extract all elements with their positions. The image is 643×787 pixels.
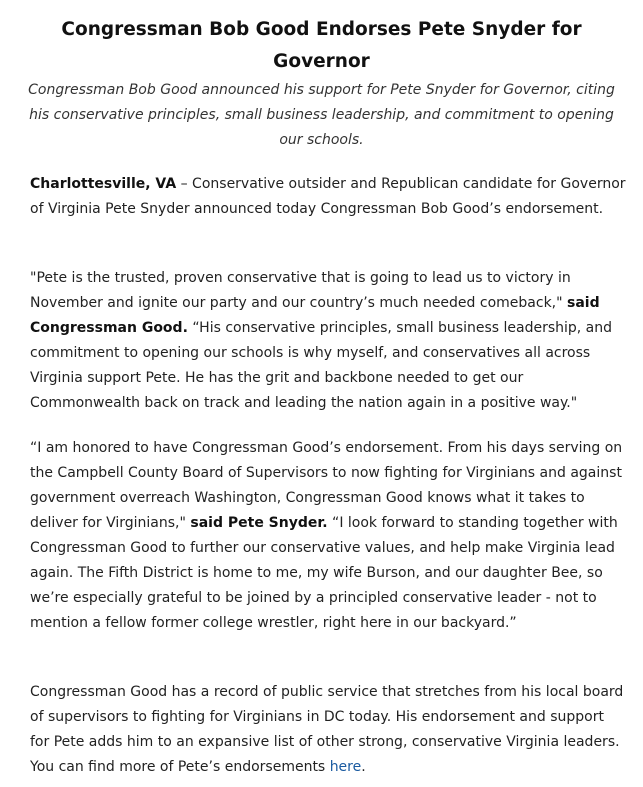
- snyder-quote-part1: “I am honored to have Congressman Good’s endorsement. From his days serving on the Campbell County Board of Supervisors to now fighting for Virginians and against government overreach Washington, Congressman Good knows what it takes to deliver for Virginians,": [30, 440, 623, 531]
- article-title: Congressman Bob Good Endorses Pete Snyder for Governor: [61, 19, 582, 72]
- closing-text: Congressman Good has a record of public service that stretches from his local board of supervisors to fighting for Virginians in DC today. His endorsement and support for Pete adds him to an expansive list of other strong, conservative Virginia leaders. You can find more of Pete’s endorsements: [30, 684, 624, 775]
- good-attribution: said Congressman Good.: [30, 295, 600, 336]
- closing-period: .: [361, 759, 366, 775]
- paragraph-closing: [30, 680, 626, 780]
- article-subtitle: Congressman Bob Good announced his support for Pete Snyder for Governor, citing his conservative principles, small business leadership, and commitment to opening our schools.: [28, 82, 615, 148]
- good-quote-part1: "Pete is the trusted, proven conservative that is going to lead us to victory in November and ignite our party and our country’s much needed comeback,": [30, 270, 571, 311]
- snyder-quote-part2: “I look forward to standing together with Congressman Good to further our conservative values, and help make Virginia lead again. The Fifth District is home to me, my wife Burson, and our daughter Bee, so we’re especially grateful to be joined by a principled conservative leader - not to mention a fellow former college wrestler, right here in our backyard.”: [30, 515, 618, 631]
- good-quote-part2: “His conservative principles, small business leadership, and commitment to opening our schools is why myself, and conservatives all across Virginia support Pete. He has the grit and backbone needed to get our Commonwealth back on track and leading the nation again in a positive way.": [30, 320, 613, 411]
- intro-text: – Conservative outsider and Republican candidate for Governor of Virginia Pete Snyder announced today Congressman Bob Good’s endorsement.: [30, 176, 626, 217]
- paragraph-intro: [30, 172, 626, 222]
- paragraph-snyder-quote: [30, 436, 626, 636]
- snyder-attribution: said Pete Snyder.: [190, 515, 328, 531]
- endorsements-link[interactable]: here: [329, 759, 362, 775]
- dateline: Charlottesville, VA: [30, 176, 177, 192]
- paragraph-good-quote: [30, 266, 626, 416]
